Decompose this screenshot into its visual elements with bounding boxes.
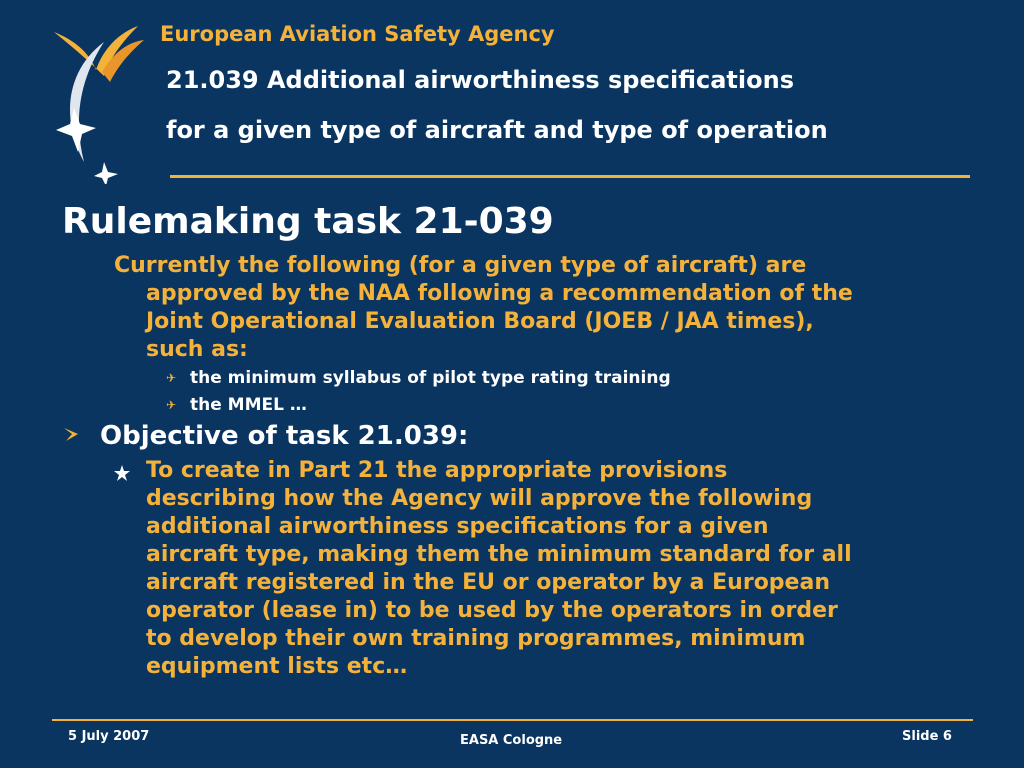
star-bullet-icon: [114, 465, 130, 481]
organization-name: European Aviation Safety Agency: [160, 22, 555, 46]
chevron-bullet-icon: [64, 426, 86, 442]
objective-text: Objective of task 21.039:: [100, 421, 469, 451]
slide-number: Slide 6: [902, 729, 952, 744]
sub-item: [166, 395, 307, 415]
plane-bullet-icon: ✈: [166, 371, 177, 385]
slide-title-line-1: 21.039 Additional airworthiness specifications: [166, 66, 794, 94]
plane-bullet-icon: ✈: [166, 398, 177, 412]
footer-location: EASA Cologne: [460, 733, 563, 748]
paragraph-line: approved by the NAA following a recommendation of the: [146, 281, 853, 306]
title-divider: [170, 175, 970, 178]
paragraph-line: Joint Operational Evaluation Board (JOEB / JAA times),: [146, 309, 814, 334]
paragraph-line: operator (lease in) to be used by the operators in order: [146, 598, 838, 623]
paragraph-line: additional airworthiness specifications for a given: [146, 514, 769, 539]
paragraph-line: aircraft registered in the EU or operator by a European: [146, 570, 830, 595]
sub-item-text: the MMEL …: [190, 395, 307, 415]
paragraph-line: aircraft type, making them the minimum standard for all: [146, 542, 852, 567]
paragraph-objective-description: [146, 457, 986, 681]
paragraph-line: describing how the Agency will approve the following: [146, 486, 813, 511]
paragraph-line: to develop their own training programmes, minimum: [146, 626, 806, 651]
footer-divider: [52, 719, 973, 721]
objective-heading: [64, 421, 468, 451]
slide-title-line-2: for a given type of aircraft and type of operation: [166, 116, 828, 144]
paragraph-line: equipment lists etc…: [146, 654, 408, 679]
footer-date: 5 July 2007: [68, 729, 150, 744]
sub-item: [166, 368, 671, 388]
paragraph-line: such as:: [146, 337, 248, 362]
easa-bird-logo: [44, 12, 154, 184]
paragraph-current-approvals: [114, 252, 974, 364]
paragraph-line: Currently the following (for a given type of aircraft) are: [114, 253, 807, 278]
paragraph-line: To create in Part 21 the appropriate provisions: [146, 458, 728, 483]
section-heading: Rulemaking task 21-039: [62, 201, 554, 242]
sub-item-text: the minimum syllabus of pilot type rating training: [190, 368, 671, 388]
